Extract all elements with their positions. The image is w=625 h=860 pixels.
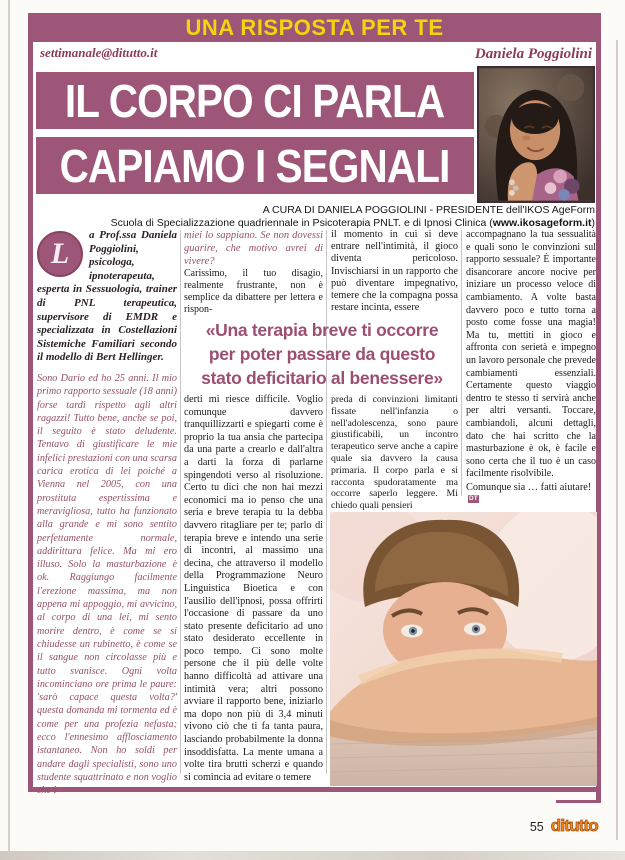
reply-col3-top: il momento in cui si deve entrare nell'intimità, il gioco diventa pericoloso. Invischiarsi in un rapporto che può diventare impegnativo, temere che la compagna possa restare incinta, essere [331,229,458,314]
page-footer [530,816,598,836]
pull-quote [182,318,462,390]
headline-line-2: CAPIAMO I SEGNALI [60,139,450,192]
byline-line-2 [90,217,595,230]
portrait-illustration [479,68,593,201]
ditutto-logo: ditutto [550,816,598,835]
reader-letter-col1: Sono Dario ed ho 25 anni. Il mio primo rapporto sessuale (18 anni) forse tardi rispetto agli altri ragazzi! Tutto bene, anche se poi, il seguito è stato deludente. Tentavo di giustificare le mie infelici prestazioni con una scarsa carica erotica di lei poiché a Vienna nel 2005, con una prostituta espertissima e meravigliosa, tutto ha funzionato alla grande e mi sono sentito perfettamente normale, addirittura felice. Ma mi ero illuso. Solo la masturbazione è ok. Raggiungo facilmente l'erezione massima, ma non appena mi appoggio, mi avvicino, al corpo di una lei, mi sento morire dentro, è come se si chiudesse un rubinetto, è come se il sangue non circolasse più e tutto svanisce. Ogni volta incominciano ore prima le paure: 'sarò capace questa volta?' questa domanda mi tormenta ed è come per una profezia nefasta; ecco l'ennesimo afflosciamento istantaneo. Non ho soldi per andare dagli specialisti, sono uno studente squattrinato e non voglio che i [37,373,177,797]
bed-photo-illustration [330,512,597,786]
pull-quote-line-1: «Una terapia breve ti occorre [205,320,439,340]
end-of-article-mark: DT [469,495,478,502]
frame-corner-detail [556,790,601,803]
byline-website: www.ikosageform.it [492,216,592,229]
column-rule-1 [180,230,181,774]
reply-col2-bottom: derti mi riesce difficile. Voglio comunque davvero tranquillizzarti e spiegarti come è proprio la tua ansia che partecipa da una parte a crearlo e dall'altra a darti la forza di parlarne spingendoti verso al risoluzione. Certo tu dici che non hai mezzi economici ma io penso che una seria e breve terapia tu la debba davvero ritagliare per te; parlo di terapia breve e intendo una serie di incontri, al massimo una decina, che attraverso il modello della Programmazione Neuro Linguistica Bioetica e con l'ausilio dell'ipnosi, possa offrirti l'occasione di passare da uno stato presente deficitario ad uno stato desiderato eccellente in poco tempo. Ci sono molte persone che il più delle volte hanno difficoltà ad attivare una intimità vera; altri possono avviare il rapporto bene, iniziarlo ma dopo non più di 3,4 minuti vivono ciò che ti fa tanta paura, lasciando probabilmente la donna insoddisfatta. La mente umana a volte tira brutti scherzi e quando si comincia ad evitare o temere [184,394,323,783]
columnist-portrait-photo [477,66,595,203]
pull-quote-line-3: stato deficitario al benessere» [201,368,443,388]
columnist-name: Daniela Poggiolini [474,46,592,62]
reply-col4: accompagnano la tua sessualità e quali sono le convinzioni sul rapporto sessuale? È importante disancorare ancore nocive per iniziare un processo veloce di cambiamento. A volte basta davvero poco e tutto torna a posto come fosse una magia! Ma tu, mettiti in gioco e affronta con serietà e impegno un lavoro personale che prevede cambiamenti essenziali. Certamente questo viaggio dentro te stesso ti servirà anche per altri versanti. Toccare, cambiandoli, alcuni dettagli, dato che hai scritto che la masturbazione è ok, è facile e sono certa che il tuo è un caso facilmente risolvibile. [466,229,596,480]
reply-col3-bottom: preda di convinzioni limitanti fissate nell'infanzia o nell'adolescenza, sono paure giustificabili, un incontro terapeutico serve anche a capire quale sia davvero la causa primaria. Il corpo parla e si racconta spudoratamente ma occorre saperlo leggere. Mi chiedo quali pensieri [331,394,458,512]
scan-edge-right [616,40,618,840]
closing-text: Comunque sia … fatti aiutare! [466,482,592,493]
column-rule-2 [326,230,327,774]
scan-edge-bottom [0,851,625,860]
closing-line [466,482,596,504]
headline-bar-2 [36,137,474,194]
section-banner [28,13,601,42]
byline-close-paren: ) [591,216,595,229]
article-photo-man-in-bed [330,512,597,786]
dropcap-letter: L [37,231,83,277]
reply-col2-top: Carissimo, il tuo disagio, realmente frustrante, non è semplice da dibattere per lettera e rispon- [184,268,323,315]
scan-edge-left [8,0,10,860]
byline-school-text: Scuola di Specializzazione quadriennale in Psicoterapia PNLT. e di Ipnosi Clinica ( [110,216,493,229]
reader-letter-col2: miei lo sappiano. Se non dovessi guarire, che motivo avrei di vivere? [184,230,323,267]
contact-email: settimanale@ditutto.it [40,45,158,60]
headline-bar-1 [36,72,474,129]
headline-line-1: IL CORPO CI PARLA [65,74,445,127]
byline-line-1: A CURA DI DANIELA POGGIOLINI - PRESIDENTE dell'IKOS AgeForm [262,204,595,216]
intro-paragraph [37,229,177,365]
page-number: 55 [529,820,544,834]
pull-quote-line-2: per poter passare da questo [208,344,436,364]
intro-text: a Prof.ssa Daniela Poggiolini, psicologa, ipnoterapeuta, esperta in Sessuologia, trainer di PNL terapeutica, supervisore di EMDR e specializzata in Costellazioni Sistemiche Familiari secondo il modello di Bert Hellinger. [37,229,177,364]
section-banner-title: UNA RISPOSTA PER TE [185,14,444,40]
byline [90,204,595,229]
